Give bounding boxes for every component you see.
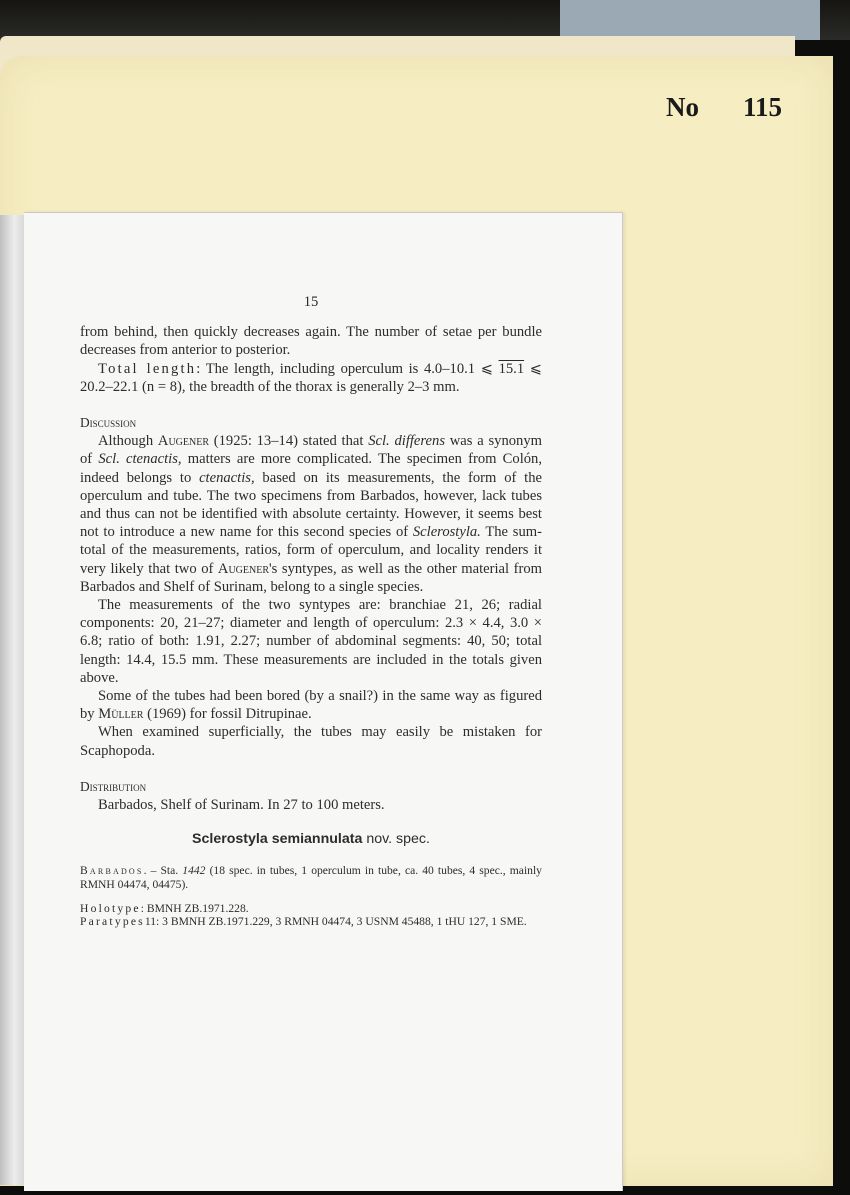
d3-text-a: Some of the tubes had been bored (by a snail?) in the same way as figured by xyxy=(80,688,542,723)
author-muller: Müller xyxy=(98,706,144,723)
d1-text-b: (1925: 13–14) stated that xyxy=(209,433,369,450)
holotype-line xyxy=(80,902,542,916)
total-length-label: Total length xyxy=(98,360,197,377)
d1-text-f: The sum-total of the measurements, ratios, form of operculum, and locality renders it very likely that two of xyxy=(80,524,542,577)
paratypes-line xyxy=(80,915,542,929)
paragraph-setae: from behind, then quickly decreases again. The number of setae per bundle decreases from anterior to posterior. xyxy=(80,324,542,359)
total-length-overlined: 15.1 xyxy=(498,360,525,377)
holotype-text: : BMNH ZB.1971.228. xyxy=(140,901,249,915)
species-name: Sclerostyla semiannulata xyxy=(192,831,363,848)
author-augener: Augener xyxy=(157,433,209,450)
page-text xyxy=(80,293,542,929)
taxon-scl-differens: Scl. differens xyxy=(368,433,445,450)
total-length-text-a: : The length, including operculum is 4.0–10.1 ⩽ xyxy=(196,360,499,377)
page-number: 15 xyxy=(303,294,319,310)
paragraph-discussion-4: When examined superficially, the tubes may easily be mistaken for Scaphopoda. xyxy=(80,724,542,759)
material-sta-a: . – Sta. xyxy=(143,864,183,878)
booklet-spine xyxy=(0,215,27,1185)
booklet-page xyxy=(24,212,623,1191)
material-sta-number: 1442 xyxy=(182,864,206,878)
paragraph-total-length xyxy=(80,360,542,396)
folder-number xyxy=(666,92,782,123)
paragraph-discussion-2: The measurements of the two syntypes are: branchiae 21, 26; radial components: 20, 21–27; diameter and length of operculum: 2.3 × 4.4, 3.0 × 6.8; ratio of both: 1.91, 2.27; number of abdominal segments: 40, 50; total length: 14.4, 15.5 mm. These measurements are included in the totals given above. xyxy=(80,597,542,686)
taxon-ctenactis: ctenactis, xyxy=(199,469,255,486)
holotype-label: Holotype xyxy=(80,901,141,915)
material-sta-b: (18 spec. in tubes, 1 operculum in tube, ca. 40 tubes, 4 spec., mainly RMNH 04474, 04475). xyxy=(80,864,542,892)
d1-text-a: Although xyxy=(98,433,158,450)
paratypes-label: Paratypes xyxy=(80,915,145,929)
material-examined xyxy=(80,864,542,891)
material-locality: Barbados xyxy=(80,864,144,878)
species-title xyxy=(80,830,542,848)
d1-text-c: was a synonym of xyxy=(80,433,542,468)
d1-text-e: based on its measurements, the form of the operculum and tube. The two specimens from Barbados, however, lack tubes and thus can not be identified with absolute certainty. However, it seems best not to introduce a new name for this second species of xyxy=(80,469,542,541)
species-suffix: nov. spec. xyxy=(362,831,430,848)
d1-text-d: matters are more complicated. The specimen from Colón, indeed belongs to xyxy=(80,451,542,486)
d3-text-b: (1969) for fossil Ditrupinae. xyxy=(143,706,312,723)
discussion-heading: Discussion xyxy=(80,415,137,431)
paragraph-distribution: Barbados, Shelf of Surinam. In 27 to 100 meters. xyxy=(98,797,385,814)
paratypes-text: 11: 3 BMNH ZB.1971.229, 3 RMNH 04474, 3 USNM 45488, 1 tHU 127, 1 SME. xyxy=(144,915,527,929)
taxon-scl-ctenactis: Scl. ctenactis, xyxy=(98,451,182,468)
paragraph-discussion-3 xyxy=(80,687,542,723)
folder-number-value: 115 xyxy=(742,92,782,122)
d1-text-g: 's syntypes, as well as the other material from Barbados and Shelf of Surinam, belong to a single species. xyxy=(80,560,542,595)
paragraph-discussion-1 xyxy=(80,432,542,596)
author-augener-2: Augener xyxy=(217,560,270,577)
taxon-sclerostyla: Sclerostyla. xyxy=(412,524,481,541)
total-length-text-b: ⩽ 20.2–22.1 (n = 8), the breadth of the thorax is generally 2–3 mm. xyxy=(80,360,542,395)
distribution-heading: Distribution xyxy=(80,778,147,794)
blue-sheet-edge xyxy=(560,0,820,40)
folder-number-label: No xyxy=(665,92,699,122)
